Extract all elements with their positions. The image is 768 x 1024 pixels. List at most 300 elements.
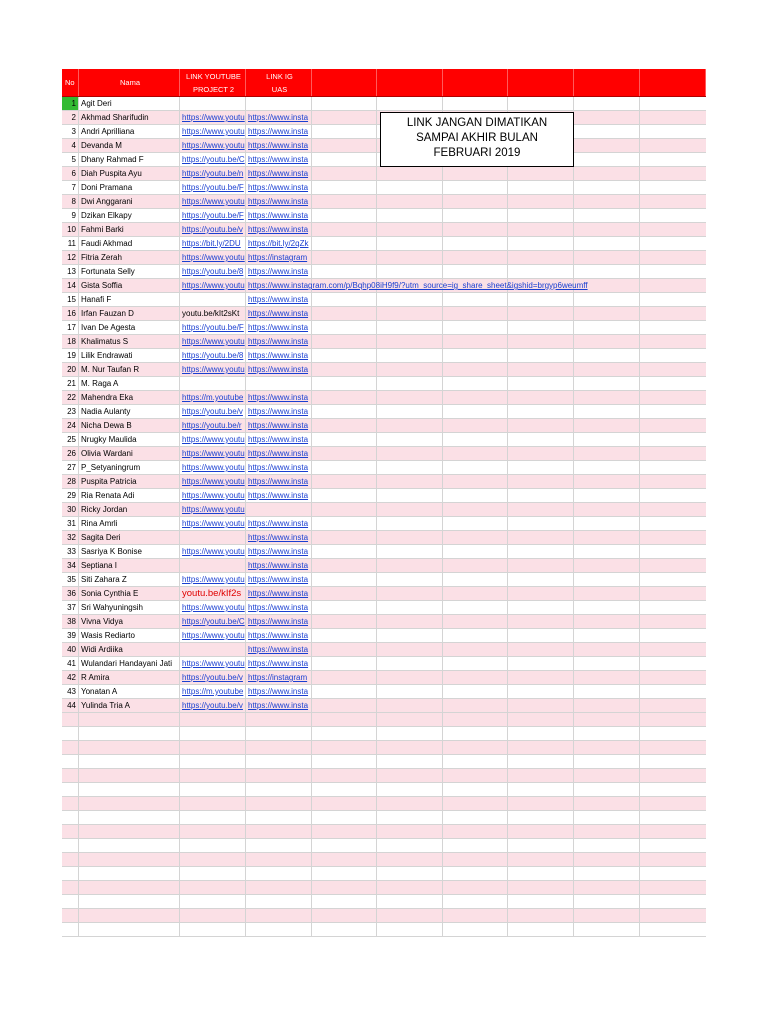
instagram-link[interactable]: https://www.insta: [248, 463, 309, 472]
instagram-link[interactable]: https://www.insta: [248, 169, 309, 178]
empty-cell: [508, 307, 574, 320]
row-number: 33: [62, 545, 79, 558]
youtube-link[interactable]: https://www.youtu: [182, 281, 245, 290]
empty-cell: [62, 727, 79, 740]
empty-cell: [377, 419, 443, 432]
empty-cell: [443, 825, 508, 838]
empty-cell: [508, 685, 574, 698]
empty-cell: [640, 881, 706, 894]
instagram-link[interactable]: https://www.insta: [248, 491, 309, 500]
instagram-link[interactable]: https://www.instagram.com/p/Bqhp08iH9f9/?utm_source=ig_share_sheet&igshid=brgyp6weumff: [248, 281, 588, 290]
empty-cell: [79, 741, 180, 754]
student-name: Dhany Rahmad F: [79, 153, 180, 166]
instagram-link[interactable]: https://www.insta: [248, 561, 309, 570]
row-number: 3: [62, 125, 79, 138]
table-row: [62, 685, 706, 699]
table-row: [62, 531, 706, 545]
empty-cell: [312, 741, 377, 754]
instagram-link[interactable]: https://www.insta: [248, 533, 309, 542]
instagram-link[interactable]: https://www.insta: [248, 365, 309, 374]
empty-cell: [246, 853, 312, 866]
table-row: [62, 461, 706, 475]
youtube-link-cell: [180, 153, 246, 166]
table-row: [62, 251, 706, 265]
instagram-link[interactable]: https://www.insta: [248, 589, 309, 598]
student-name: Agit Deri: [79, 97, 180, 110]
table-row: [62, 209, 706, 223]
empty-cell: [508, 755, 574, 768]
instagram-link[interactable]: https://www.insta: [248, 393, 309, 402]
instagram-link-cell: [246, 195, 312, 208]
empty-cell: [312, 321, 377, 334]
empty-cell: [574, 349, 640, 362]
empty-cell: [574, 545, 640, 558]
empty-cell: [443, 909, 508, 922]
instagram-link-cell: [246, 447, 312, 460]
empty-cell: [508, 783, 574, 796]
youtube-link[interactable]: https://m.youtube: [182, 393, 244, 402]
empty-cell: [312, 573, 377, 586]
empty-cell: [640, 741, 706, 754]
empty-cell: [574, 685, 640, 698]
instagram-link[interactable]: https://www.insta: [248, 435, 309, 444]
empty-cell: [312, 839, 377, 852]
empty-cell: [443, 419, 508, 432]
student-name: Yulinda Tria A: [79, 699, 180, 712]
empty-cell: [79, 755, 180, 768]
empty-cell: [508, 517, 574, 530]
empty-cell: [443, 363, 508, 376]
data-rows: [62, 97, 706, 713]
spreadsheet-grid: [62, 69, 706, 937]
empty-row: [62, 811, 706, 825]
empty-cell: [574, 153, 640, 166]
table-row: [62, 335, 706, 349]
empty-cell: [443, 531, 508, 544]
youtube-link-cell: [180, 517, 246, 530]
empty-cell: [443, 167, 508, 180]
empty-cell: [443, 265, 508, 278]
empty-cell: [508, 713, 574, 726]
empty-cell: [574, 237, 640, 250]
youtube-link-cell: [180, 685, 246, 698]
instagram-link-cell: [246, 573, 312, 586]
empty-cell: [377, 335, 443, 348]
empty-cell: [508, 853, 574, 866]
empty-cell: [443, 391, 508, 404]
student-name: M. Nur Taufan R: [79, 363, 180, 376]
empty-cell: [640, 825, 706, 838]
empty-row: [62, 769, 706, 783]
empty-cell: [574, 797, 640, 810]
empty-cell: [640, 405, 706, 418]
empty-cell: [62, 713, 79, 726]
youtube-link[interactable]: https://www.youtu: [182, 491, 245, 500]
empty-cell: [79, 867, 180, 880]
student-name: Dzikan Elkapy: [79, 209, 180, 222]
student-name: Sagita Deri: [79, 531, 180, 544]
youtube-link-cell: [180, 279, 246, 292]
empty-cell: [640, 321, 706, 334]
instagram-link-cell: [246, 97, 312, 110]
youtube-link[interactable]: https://www.youtu: [182, 365, 245, 374]
empty-cell: [508, 489, 574, 502]
empty-cell: [377, 391, 443, 404]
instagram-link[interactable]: https://instagram: [248, 253, 308, 262]
empty-cell: [640, 615, 706, 628]
empty-cell: [377, 853, 443, 866]
empty-cell: [574, 377, 640, 390]
empty-cell: [640, 139, 706, 152]
empty-cell: [180, 825, 246, 838]
instagram-link-cell: [246, 237, 312, 250]
youtube-link[interactable]: https://youtu.be/C: [182, 155, 245, 164]
empty-cell: [443, 713, 508, 726]
instagram-link[interactable]: https://www.insta: [248, 645, 309, 654]
row-number: 29: [62, 489, 79, 502]
instagram-link-cell: [246, 559, 312, 572]
row-number: 4: [62, 139, 79, 152]
instagram-link[interactable]: https://www.insta: [248, 113, 309, 122]
empty-cell: [443, 783, 508, 796]
empty-cell: [640, 419, 706, 432]
empty-cell: [79, 909, 180, 922]
instagram-link-cell: [246, 601, 312, 614]
empty-cell: [640, 307, 706, 320]
youtube-link[interactable]: https://www.youtu: [182, 113, 245, 122]
empty-cell: [312, 643, 377, 656]
empty-cell: [574, 587, 640, 600]
empty-cell: [443, 321, 508, 334]
notice-box: [380, 112, 574, 167]
youtube-link[interactable]: https://www.youtu: [182, 127, 245, 136]
instagram-link-cell: [246, 405, 312, 418]
instagram-link[interactable]: https://bit.ly/2qZk: [248, 239, 309, 248]
instagram-link[interactable]: https://www.insta: [248, 659, 309, 668]
empty-cell: [574, 923, 640, 936]
instagram-link[interactable]: https://www.insta: [248, 225, 309, 234]
table-row: [62, 223, 706, 237]
youtube-link-cell: [180, 223, 246, 236]
instagram-link[interactable]: https://instagram: [248, 673, 308, 682]
youtube-link[interactable]: https://youtu.be/8: [182, 351, 244, 360]
empty-cell: [443, 475, 508, 488]
youtube-link-cell: [180, 377, 246, 390]
empty-cell: [508, 601, 574, 614]
instagram-link-cell: [246, 335, 312, 348]
instagram-link[interactable]: https://www.insta: [248, 477, 309, 486]
notice-line-2: SAMPAI AKHIR BULAN: [416, 132, 538, 144]
instagram-link[interactable]: https://www.insta: [248, 155, 309, 164]
youtube-link[interactable]: https://www.youtu: [182, 477, 245, 486]
instagram-link-cell: [246, 251, 312, 264]
empty-cell: [79, 825, 180, 838]
row-number: 18: [62, 335, 79, 348]
empty-cell: [312, 587, 377, 600]
youtube-link[interactable]: https://www.youtu: [182, 575, 245, 584]
empty-cell: [180, 811, 246, 824]
student-name: Nicha Dewa B: [79, 419, 180, 432]
instagram-link[interactable]: https://www.insta: [248, 267, 309, 276]
youtube-link[interactable]: https://youtu.be/8: [182, 267, 244, 276]
youtube-link[interactable]: https://youtu.be/v: [182, 225, 243, 234]
empty-row: [62, 839, 706, 853]
empty-cell: [508, 335, 574, 348]
empty-cell: [574, 489, 640, 502]
empty-cell: [443, 559, 508, 572]
table-row: [62, 293, 706, 307]
youtube-link[interactable]: https://www.youtu: [182, 631, 245, 640]
youtube-link-cell: [180, 545, 246, 558]
notice-line-1: LINK JANGAN DIMATIKAN: [406, 117, 548, 129]
row-number: 13: [62, 265, 79, 278]
row-number: 16: [62, 307, 79, 320]
table-row: [62, 699, 706, 713]
empty-cell: [180, 783, 246, 796]
empty-cell: [79, 923, 180, 936]
row-number: 1: [62, 97, 79, 110]
instagram-link-cell: [246, 139, 312, 152]
student-name: Olivia Wardani: [79, 447, 180, 460]
empty-cell: [574, 615, 640, 628]
blank-rows: [62, 713, 706, 937]
instagram-link[interactable]: https://www.insta: [248, 547, 309, 556]
instagram-link[interactable]: https://www.insta: [248, 687, 309, 696]
empty-cell: [312, 167, 377, 180]
youtube-link-cell: [180, 433, 246, 446]
empty-cell: [62, 783, 79, 796]
youtube-link[interactable]: youtu.be/kIt2sKt: [182, 309, 240, 318]
row-number: 23: [62, 405, 79, 418]
empty-cell: [79, 881, 180, 894]
instagram-link[interactable]: https://www.insta: [248, 603, 309, 612]
youtube-link-cell: [180, 587, 246, 600]
empty-cell: [443, 699, 508, 712]
empty-cell: [443, 629, 508, 642]
empty-cell: [640, 377, 706, 390]
youtube-link[interactable]: https://youtu.be/v: [182, 673, 243, 682]
student-name: Wasis Rediarto: [79, 629, 180, 642]
empty-cell: [574, 321, 640, 334]
empty-cell: [640, 125, 706, 138]
youtube-link[interactable]: https://www.youtu: [182, 519, 245, 528]
youtube-link-cell: [180, 209, 246, 222]
youtube-link[interactable]: https://youtu.be/F: [182, 183, 244, 192]
empty-cell: [443, 433, 508, 446]
instagram-link[interactable]: https://www.insta: [248, 701, 309, 710]
empty-cell: [574, 209, 640, 222]
instagram-link-cell: [246, 503, 312, 516]
empty-cell: [79, 713, 180, 726]
instagram-link-cell: [246, 531, 312, 544]
empty-cell: [180, 839, 246, 852]
youtube-link[interactable]: https://youtu.be/C: [182, 617, 245, 626]
empty-cell: [640, 349, 706, 362]
youtube-link-cell: [180, 475, 246, 488]
empty-cell: [508, 895, 574, 908]
instagram-link[interactable]: https://www.insta: [248, 309, 309, 318]
instagram-link[interactable]: https://www.insta: [248, 421, 309, 430]
youtube-link[interactable]: https://www.youtu: [182, 463, 245, 472]
instagram-link-cell: [246, 209, 312, 222]
empty-cell: [443, 195, 508, 208]
row-number: 22: [62, 391, 79, 404]
row-number: 44: [62, 699, 79, 712]
empty-cell: [246, 867, 312, 880]
table-row: [62, 349, 706, 363]
empty-cell: [377, 517, 443, 530]
empty-cell: [62, 853, 79, 866]
empty-cell: [377, 685, 443, 698]
table-row: [62, 601, 706, 615]
empty-cell: [508, 265, 574, 278]
empty-cell: [574, 125, 640, 138]
empty-cell: [312, 531, 377, 544]
empty-row: [62, 867, 706, 881]
empty-cell: [508, 391, 574, 404]
empty-cell: [246, 881, 312, 894]
instagram-link[interactable]: https://www.insta: [248, 449, 309, 458]
youtube-link[interactable]: youtu.be/kIf2s: [182, 588, 242, 599]
youtube-link-cell: [180, 391, 246, 404]
empty-cell: [246, 839, 312, 852]
student-name: Gista Soffia: [79, 279, 180, 292]
youtube-link[interactable]: https://www.youtu: [182, 603, 245, 612]
empty-cell: [79, 895, 180, 908]
youtube-link[interactable]: https://youtu.be/v: [182, 701, 243, 710]
empty-cell: [640, 475, 706, 488]
instagram-link[interactable]: https://www.insta: [248, 519, 309, 528]
row-number: 17: [62, 321, 79, 334]
empty-cell: [443, 405, 508, 418]
empty-cell: [377, 587, 443, 600]
student-name: Fahmi Barki: [79, 223, 180, 236]
empty-cell: [377, 867, 443, 880]
empty-cell: [508, 447, 574, 460]
empty-cell: [508, 195, 574, 208]
student-name: Puspita Patricia: [79, 475, 180, 488]
empty-cell: [62, 923, 79, 936]
row-number: 2: [62, 111, 79, 124]
instagram-link-cell: [246, 433, 312, 446]
youtube-link[interactable]: https://www.youtu: [182, 141, 245, 150]
empty-cell: [508, 97, 574, 110]
row-number: 42: [62, 671, 79, 684]
instagram-link-cell: [246, 391, 312, 404]
empty-cell: [574, 531, 640, 544]
empty-cell: [377, 433, 443, 446]
youtube-link[interactable]: https://www.youtu: [182, 435, 245, 444]
empty-cell: [246, 923, 312, 936]
youtube-link[interactable]: https://m.youtube: [182, 687, 244, 696]
instagram-link[interactable]: https://www.insta: [248, 197, 309, 206]
empty-cell: [640, 503, 706, 516]
student-name: Ivan De Agesta: [79, 321, 180, 334]
youtube-link[interactable]: https://www.youtu: [182, 659, 245, 668]
youtube-link-cell: [180, 489, 246, 502]
youtube-link-cell: [180, 167, 246, 180]
instagram-link[interactable]: https://www.insta: [248, 323, 309, 332]
table-row: [62, 377, 706, 391]
youtube-link[interactable]: https://youtu.be/F: [182, 211, 244, 220]
row-number: 43: [62, 685, 79, 698]
table-row: [62, 475, 706, 489]
empty-cell: [180, 741, 246, 754]
youtube-link[interactable]: https://youtu.be/r: [182, 421, 242, 430]
instagram-link[interactable]: https://www.insta: [248, 631, 309, 640]
instagram-link[interactable]: https://www.insta: [248, 351, 309, 360]
instagram-link[interactable]: https://www.insta: [248, 575, 309, 584]
header-empty-cell: [640, 69, 706, 96]
student-name: Siti Zahara Z: [79, 573, 180, 586]
empty-cell: [312, 685, 377, 698]
instagram-link[interactable]: https://www.insta: [248, 407, 309, 416]
student-name: Nrugky Maulida: [79, 433, 180, 446]
youtube-link[interactable]: https://www.youtu: [182, 253, 245, 262]
youtube-link[interactable]: https://www.youtu: [182, 505, 245, 514]
youtube-link-cell: [180, 461, 246, 474]
empty-cell: [180, 713, 246, 726]
empty-cell: [62, 839, 79, 852]
empty-cell: [640, 587, 706, 600]
instagram-link-cell: [246, 685, 312, 698]
youtube-link[interactable]: https://www.youtu: [182, 197, 245, 206]
instagram-link[interactable]: https://www.insta: [248, 127, 309, 136]
table-row: [62, 391, 706, 405]
empty-cell: [640, 293, 706, 306]
empty-cell: [640, 643, 706, 656]
youtube-link[interactable]: https://bit.ly/2DU: [182, 239, 241, 248]
youtube-link[interactable]: https://www.youtu: [182, 337, 245, 346]
empty-cell: [180, 881, 246, 894]
empty-cell: [640, 461, 706, 474]
empty-cell: [508, 405, 574, 418]
empty-cell: [377, 601, 443, 614]
empty-row: [62, 881, 706, 895]
empty-cell: [574, 335, 640, 348]
empty-cell: [574, 363, 640, 376]
empty-cell: [246, 769, 312, 782]
empty-cell: [79, 769, 180, 782]
youtube-link[interactable]: https://www.youtu: [182, 449, 245, 458]
empty-cell: [640, 195, 706, 208]
student-name: Andri Aprilliana: [79, 125, 180, 138]
instagram-link[interactable]: https://www.insta: [248, 337, 309, 346]
empty-cell: [312, 223, 377, 236]
instagram-link-cell: [246, 699, 312, 712]
instagram-link[interactable]: https://www.insta: [248, 141, 309, 150]
instagram-link-cell: [246, 377, 312, 390]
instagram-link[interactable]: https://www.insta: [248, 211, 309, 220]
youtube-link[interactable]: https://youtu.be/v: [182, 407, 243, 416]
empty-cell: [312, 489, 377, 502]
youtube-link[interactable]: https://youtu.be/n: [182, 169, 244, 178]
empty-cell: [377, 895, 443, 908]
instagram-link[interactable]: https://www.insta: [248, 617, 309, 626]
youtube-link[interactable]: https://youtu.be/F: [182, 323, 244, 332]
row-number: 39: [62, 629, 79, 642]
empty-cell: [312, 237, 377, 250]
empty-cell: [574, 503, 640, 516]
student-name: Vivna Vidya: [79, 615, 180, 628]
student-name: Mahendra Eka: [79, 391, 180, 404]
instagram-link[interactable]: https://www.insta: [248, 183, 309, 192]
instagram-link[interactable]: https://www.insta: [248, 295, 309, 304]
youtube-link[interactable]: https://www.youtu: [182, 547, 245, 556]
youtube-link-cell: [180, 405, 246, 418]
row-number: 19: [62, 349, 79, 362]
empty-cell: [312, 811, 377, 824]
